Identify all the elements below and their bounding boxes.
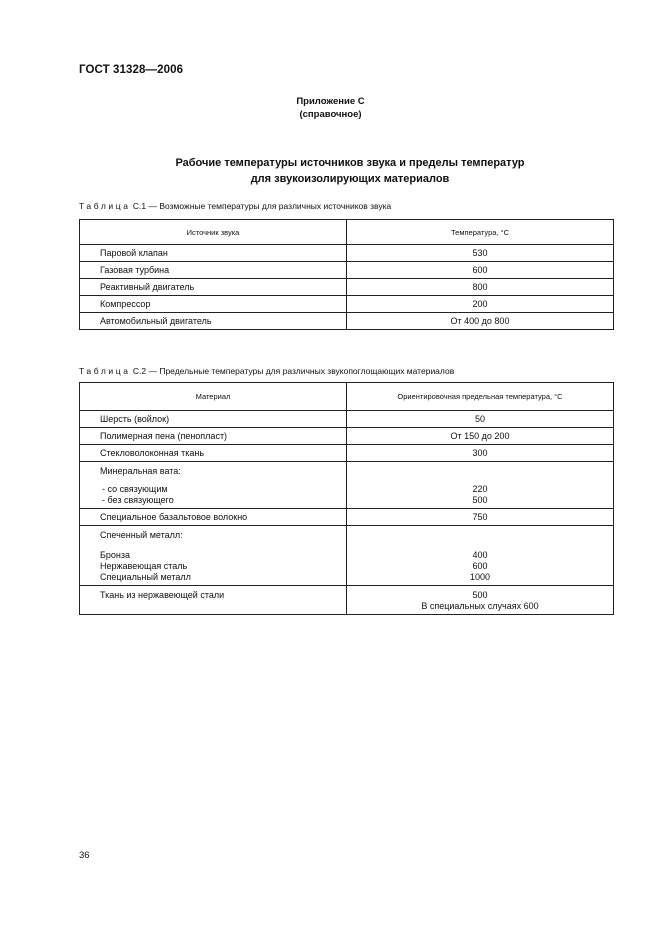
document-title-line-2: для звукоизолирующих материалов: [250, 173, 450, 185]
table1-cell-source: Реактивный двигатель: [80, 279, 347, 296]
table-row: [80, 411, 614, 428]
sintered-metal-item: Специальный металл: [100, 572, 191, 582]
sintered-metal-temp: 1000: [469, 572, 491, 582]
table2-cell-material: Специальное базальтовое волокно: [80, 509, 347, 526]
table2-cell-temp-group: [347, 462, 614, 509]
table1-caption-label: Таблица: [79, 201, 131, 211]
table2-cell-material: Стекловолоконная ткань: [80, 445, 347, 462]
table2-cell-temp-group: [347, 586, 614, 615]
table-row: [80, 509, 614, 526]
table2-cell-temp: От 150 до 200: [347, 428, 614, 445]
table1-cell-temp: От 400 до 800: [347, 313, 614, 330]
sintered-metal-temp: 600: [472, 561, 488, 571]
table1-header-temp: Температура, °С: [347, 220, 614, 245]
sintered-metal-item: Нержавеющая сталь: [100, 561, 188, 571]
table1-cell-temp: 800: [347, 279, 614, 296]
table-row: [80, 245, 614, 262]
table1-cell-source: Паровой клапан: [80, 245, 347, 262]
table-row: [80, 526, 614, 586]
mineral-wool-temp: 220: [472, 484, 488, 494]
table1-caption-text: С.1 — Возможные температуры для различных источников звука: [130, 201, 392, 211]
annex-heading: [0, 95, 661, 121]
standard-id: ГОСТ 31328—2006: [79, 64, 184, 76]
table2-caption: [79, 366, 454, 376]
table2-header-material: Материал: [80, 383, 347, 411]
table2-caption-text: С.2 — Предельные температуры для различных звукопоглощающих материалов: [130, 366, 455, 376]
table1-header-row: [80, 220, 614, 245]
table-row: [80, 279, 614, 296]
table-row: [80, 428, 614, 445]
table2-cell-material: Полимерная пена (пенопласт): [80, 428, 347, 445]
table2-cell-material-group: [80, 462, 347, 509]
steel-fabric-temp: 500: [472, 590, 488, 600]
table1-caption: [79, 201, 391, 211]
table-row: [80, 296, 614, 313]
table2-cell-material: Шерсть (войлок): [80, 411, 347, 428]
mineral-wool-item: - без связующего: [102, 495, 174, 505]
table1-cell-source: Компрессор: [80, 296, 347, 313]
page-number: 36: [79, 850, 90, 861]
table2-header-row: [80, 383, 614, 411]
table-row: [80, 313, 614, 330]
sintered-metal-temp: 400: [472, 550, 488, 560]
table2-cell-temp: 300: [347, 445, 614, 462]
table2-header-temp: Ориентировочная предельная температура, °С: [347, 383, 614, 411]
table2-cell-temp-group: [347, 526, 614, 586]
table2: [79, 382, 614, 615]
mineral-wool-item: - со связующим: [102, 484, 168, 494]
table-row: [80, 262, 614, 279]
table2-cell-material: Ткань из нержавеющей стали: [80, 586, 347, 615]
table1-cell-temp: 530: [347, 245, 614, 262]
table-row: [80, 462, 614, 509]
sintered-metal-title: Спеченный металл:: [100, 530, 183, 540]
table1: [79, 219, 614, 330]
annex-note: (справочное): [299, 109, 362, 120]
table2-cell-temp: 750: [347, 509, 614, 526]
table1-cell-temp: 600: [347, 262, 614, 279]
table-row: [80, 586, 614, 615]
table1-cell-temp: 200: [347, 296, 614, 313]
annex-title: Приложение С: [296, 96, 365, 107]
table2-cell-temp: 50: [347, 411, 614, 428]
table2-caption-label: Таблица: [79, 366, 131, 376]
table1-cell-source: Газовая турбина: [80, 262, 347, 279]
table-row: [80, 445, 614, 462]
table1-header-source: Источник звука: [80, 220, 347, 245]
mineral-wool-title: Минеральная вата:: [100, 466, 181, 476]
table2-cell-material-group: [80, 526, 347, 586]
document-title-line-1: Рабочие температуры источников звука и пределы температур: [175, 157, 525, 169]
mineral-wool-temp: 500: [472, 495, 488, 505]
table1-cell-source: Автомобильный двигатель: [80, 313, 347, 330]
steel-fabric-note: В специальных случаях 600: [421, 601, 539, 611]
document-title: [0, 155, 661, 187]
sintered-metal-item: Бронза: [100, 550, 131, 560]
